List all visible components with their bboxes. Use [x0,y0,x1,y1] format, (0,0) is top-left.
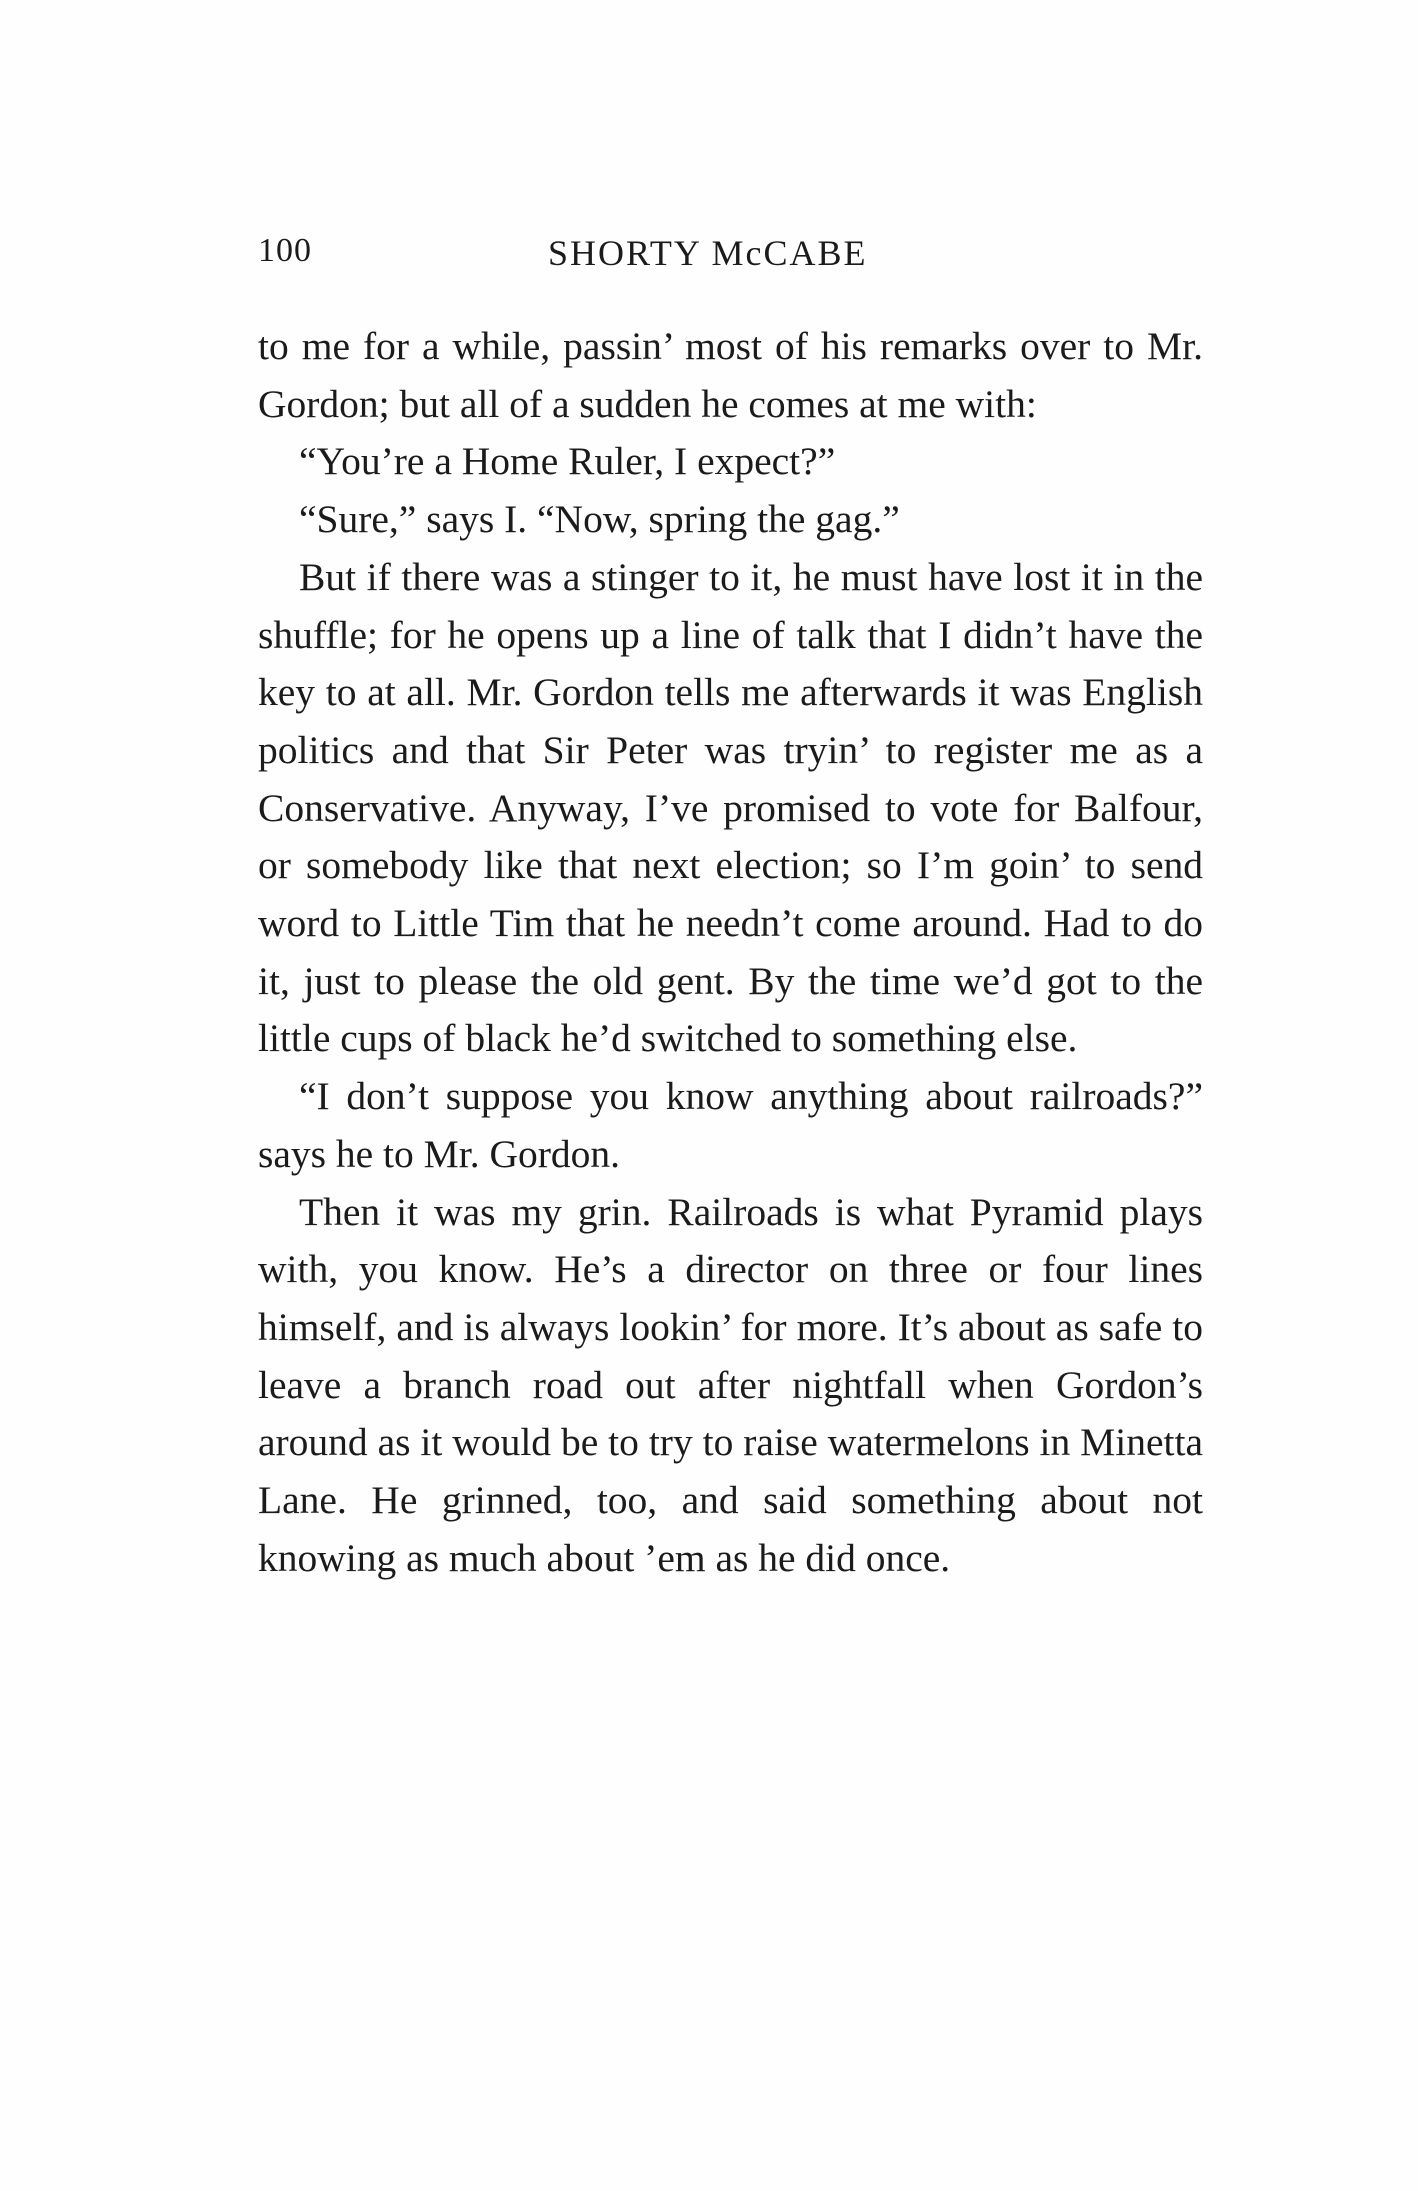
page-number: 100 [258,232,312,269]
running-title: SHORTY McCABE [548,233,868,273]
paragraph: “I don’t suppose you know anything about railroads?” says he to Mr. Gordon. [258,1074,1203,1176]
paragraph-continued: to me for a while, passin’ most of his remarks over to Mr. Gordon; but all of a sudden he comes at me with: [258,324,1203,426]
paragraph: “You’re a Home Ruler, I expect?” [299,439,836,484]
body-text [258,318,1203,1587]
paragraph: Then it was my grin. Railroads is what Pyramid plays with, you know. He’s a director on three or four lines himself, and is always lookin’ for more. It’s about as safe to leave a branch road out after nightfall when Gordon’s around as it would be to try to raise watermelons in Minetta Lane. He grinned, too, and said something about not knowing as much about ’em as he did once. [258,1189,1203,1580]
running-head [258,232,1203,292]
paragraph: “Sure,” says I. “Now, spring the gag.” [299,497,900,542]
paragraph: But if there was a stinger to it, he must have lost it in the shuffle; for he opens up a line of talk that I didn’t have the key to at all. Mr. Gordon tells me afterwards it was English politics and that Sir Peter was tryin’ to register me as a Conservative. Anyway, I’ve promised to vote for Balfour, or somebody like that next election; so I’m goin’ to send word to Little Tim that he needn’t come around. Had to do it, just to please the old gent. By the time we’d got to the little cups of black he’d switched to something else. [258,554,1203,1061]
